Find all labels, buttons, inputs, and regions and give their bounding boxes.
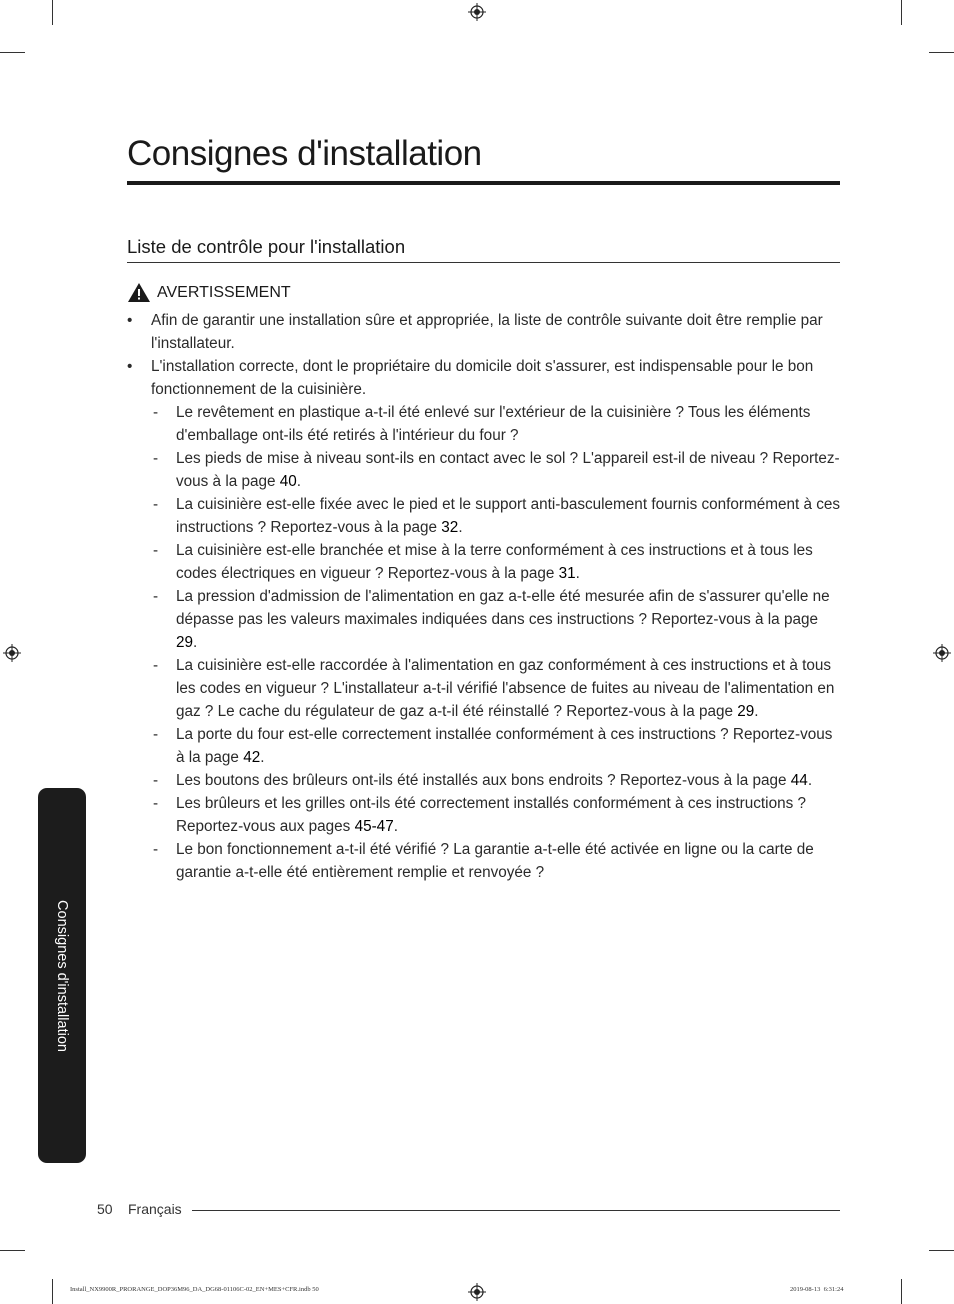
checklist-item: - Les boutons des brûleurs ont-ils été installés aux bons endroits ? Reportez-vous à la page 44. (153, 772, 813, 789)
registration-mark-icon (3, 644, 21, 662)
crop-mark (901, 1279, 902, 1304)
print-slug-right: 2019-08-13 ⁠⁠ 6:31:24 (790, 1286, 844, 1293)
page-number: 50 (97, 1201, 113, 1217)
warning-heading (127, 282, 291, 303)
page-reference-link[interactable]: 31 (558, 565, 576, 582)
page-reference-link[interactable]: 29 (737, 703, 755, 720)
page-reference-link[interactable]: 29 (176, 634, 194, 651)
registration-mark-icon (468, 3, 486, 21)
checklist-item: - La cuisinière est-elle fixée avec le pied et le support anti-basculement fournis conformément à ces instructions ? Reportez-vous à la page 32. (153, 496, 841, 536)
chapter-side-tab-label: Consignes d'installation (54, 899, 70, 1052)
footer-language: Français (128, 1201, 182, 1217)
page-reference-link[interactable]: 32 (441, 519, 459, 536)
crop-mark (929, 1250, 954, 1251)
page-reference-link[interactable]: 40 (279, 473, 297, 490)
warning-icon (127, 282, 151, 303)
registration-mark-icon (468, 1283, 486, 1301)
print-slug-left: Install_NX9900R_PRORANGE_DOP36M96_DA_DG68-01106C-02_EN+MES+CFR.indb 50 (70, 1286, 319, 1293)
page-reference-link[interactable]: 45-47 (354, 818, 394, 835)
footer-divider (192, 1210, 840, 1211)
crop-mark (52, 0, 53, 25)
checklist-item: - La porte du four est-elle correctement installée conformément à ces instructions ? Reportez-vous à la page 42. (153, 726, 833, 766)
page-reference-link[interactable]: 42 (243, 749, 261, 766)
list-item: • Afin de garantir une installation sûre et appropriée, la liste de contrôle suivante doit être remplie par l'installateur. (127, 309, 843, 355)
bullet-marker: • (127, 358, 133, 375)
list-item: • L'installation correcte, dont le propriétaire du domicile doit s'assurer, est indispensable pour le bon fonctionnement de la cuisinière. (127, 355, 843, 401)
crop-mark (52, 1279, 53, 1304)
checklist-item: - La pression d'admission de l'alimentation en gaz a-t-elle été mesurée afin de s'assurer qu'elle ne dépasse pas les valeurs maximales indiquées dans ces instructions ? Reportez-vous à la page 29. (153, 588, 830, 651)
warning-label: AVERTISSEMENT (157, 283, 291, 301)
checklist-content (127, 309, 843, 884)
checklist-item: - La cuisinière est-elle raccordée à l'alimentation en gaz conformément à ces instructions et à tous les codes en vigueur ? L'installateur a-t-il vérifié l'absence de fuites au niveau de l'alimentation en gaz ? Le cache du régulateur de gaz a-t-il été réinstallé ? Reportez-vous à la page 29. (153, 657, 835, 720)
page-title: Consignes d'installation (127, 133, 840, 185)
checklist-item: - Le bon fonctionnement a-t-il été vérifié ? La garantie a-t-elle été activée en ligne ou la carte de garantie a-t-elle été entièrement remplie et renvoyée ? (153, 841, 814, 881)
crop-mark (929, 52, 954, 53)
checklist-item: - Les brûleurs et les grilles ont-ils été correctement installés conformément à ces instructions ? Reportez-vous aux pages 45-47. (153, 795, 806, 835)
bullet-marker: • (127, 312, 133, 329)
checklist-item: - La cuisinière est-elle branchée et mise à la terre conformément à ces instructions et à tous les codes électriques en vigueur ? Reportez-vous à la page 31. (153, 542, 813, 582)
registration-mark-icon (933, 644, 951, 662)
crop-mark (0, 1250, 25, 1251)
crop-mark (0, 52, 25, 53)
checklist-item: - Le revêtement en plastique a-t-il été enlevé sur l'extérieur de la cuisinière ? Tous les éléments d'emballage ont-ils été retirés à l'intérieur du four ? (153, 404, 811, 444)
page-reference-link[interactable]: 44 (790, 772, 808, 789)
section-title: Liste de contrôle pour l'installation (127, 235, 840, 263)
chapter-side-tab (38, 788, 86, 1163)
crop-mark (901, 0, 902, 25)
checklist-item: - Les pieds de mise à niveau sont-ils en contact avec le sol ? L'appareil est-il de niveau ? Reportez-vous à la page 40. (153, 450, 840, 490)
